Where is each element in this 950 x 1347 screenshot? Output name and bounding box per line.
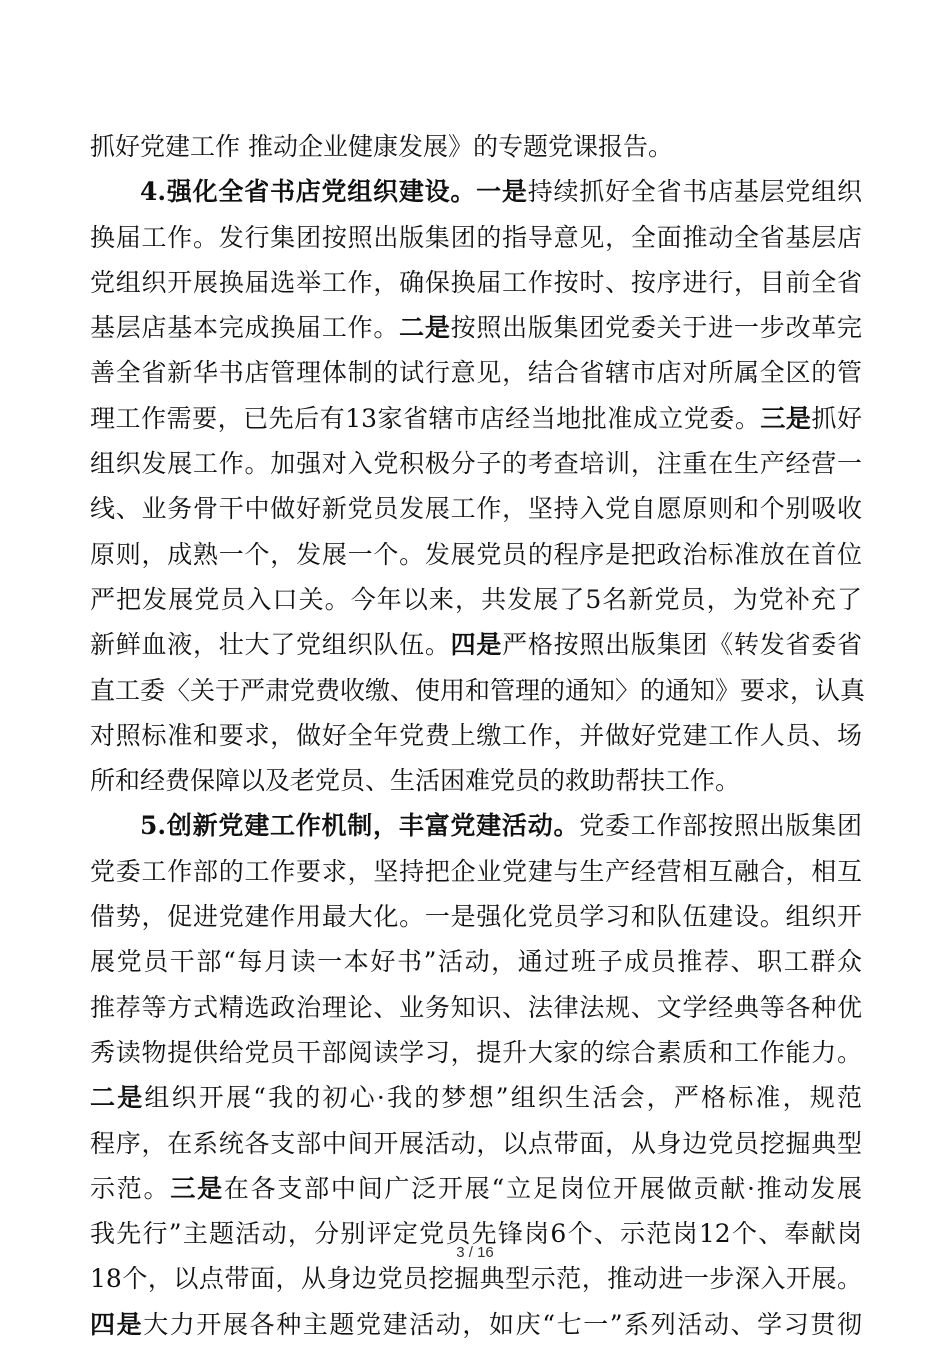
text-segment: 示范。 (90, 1173, 171, 1203)
text-line (90, 622, 862, 667)
text-line (90, 441, 862, 486)
text-segment: 大力开展各种主题党建活动，如庆“七一”系列活动、学习贯彻 (143, 1309, 862, 1339)
text-segment: 严格按照出版集团《转发省委省 (502, 630, 862, 660)
text-segment: 线、业务骨干中做好新党员发展工作，坚持入党自愿原则和个别吸收 (90, 494, 862, 524)
text-line (90, 305, 862, 350)
text-segment: 党委工作部按照出版集团 (579, 811, 862, 841)
text-line (90, 577, 862, 622)
text-line (90, 1075, 862, 1120)
text-segment: 秀读物提供给党员干部阅读学习，提升大家的综合素质和工作能力。 (90, 1037, 862, 1067)
text-segment: 对照标准和要求，做好全年党费上缴工作，并做好党建工作人员、场 (90, 720, 862, 750)
bold-text-segment: 4.强化全省书店党组织建设。 (140, 177, 477, 207)
text-line (90, 668, 866, 713)
text-line (90, 894, 862, 939)
text-line (90, 215, 862, 260)
text-segment: 组织发展工作。加强对入党积极分子的考查培训，注重在生产经营一 (90, 449, 862, 479)
text-segment: 新鲜血液，壮大了党组织队伍。 (90, 630, 451, 660)
text-line (90, 713, 862, 758)
text-line (90, 124, 862, 169)
bold-text-segment: 三是 (760, 403, 812, 433)
text-line (90, 1256, 862, 1301)
text-segment: 推荐等方式精选政治理论、业务知识、法律法规、文学经典等各种优 (90, 992, 862, 1022)
text-segment: 党委工作部的工作要求，坚持把企业党建与生产经营相互融合，相互 (90, 856, 862, 886)
text-segment: 抓好党建工作 推动企业健康发展》的专题党课报告。 (90, 132, 673, 161)
text-line (90, 169, 862, 214)
text-segment: 18个，以点带面，从身边党员挖掘典型示范，推动进一步深入开展。 (90, 1264, 862, 1294)
bold-text-segment: 5.创新党建工作机制，丰富党建活动。 (140, 811, 580, 841)
text-line (90, 1121, 862, 1166)
text-segment: 按照出版集团党委关于进一步改革完 (450, 313, 862, 343)
bold-text-segment: 三是 (170, 1173, 224, 1203)
text-line (90, 532, 862, 577)
text-line (90, 1166, 862, 1211)
text-segment: 借势，促进党建作用最大化。一是强化党员学习和队伍建设。组织开 (90, 902, 862, 932)
text-line (90, 260, 862, 305)
text-segment: 展党员干部“每月读一本好书”活动，通过班子成员推荐、职工群众 (90, 947, 862, 977)
text-line (90, 350, 862, 395)
text-segment: 我先行”主题活动，分别评定党员先锋岗6个、示范岗12个、奉献岗 (90, 1219, 862, 1249)
text-line (90, 939, 862, 984)
bold-text-segment: 四是 (450, 630, 503, 660)
text-line (90, 849, 862, 894)
page-number: 3 / 16 (456, 1244, 494, 1261)
text-segment: 善全省新华书店管理体制的试行意见，结合省辖市店对所属全区的管 (90, 358, 862, 388)
text-segment: 党组织开展换届选举工作，确保换届工作按时、按序进行，目前全省 (90, 267, 862, 297)
text-segment: 直工委〈关于严肃党费收缴、使用和管理的通知〉的通知》要求，认真 (90, 675, 866, 705)
text-segment: 抓好 (811, 403, 862, 433)
text-segment: 原则，成熟一个，发展一个。发展党员的程序是把政治标准放在首位 (90, 539, 862, 569)
text-segment: 组织开展“我的初心·我的梦想”组织生活会，严格标准，规范 (144, 1083, 862, 1113)
text-line (90, 1302, 862, 1347)
text-line (90, 1030, 862, 1075)
text-segment: 持续抓好全省书店基层党组织 (527, 177, 862, 207)
bold-text-segment: 四是 (90, 1309, 144, 1339)
bold-text-segment: 一是 (476, 177, 528, 207)
text-line (90, 396, 862, 441)
text-line (90, 486, 862, 531)
text-segment: 在各支部中间广泛开展“立足岗位开展做贡献·推动发展 (223, 1173, 862, 1203)
text-segment: 严把发展党员入口关。今年以来，共发展了5名新党员，为党补充了 (90, 584, 862, 614)
text-line (90, 803, 862, 848)
text-segment: 所和经费保障以及老党员、生活困难党员的救助帮扶工作。 (90, 766, 741, 796)
bold-text-segment: 二是 (90, 1083, 145, 1113)
document-body (90, 124, 866, 1347)
text-segment: 程序，在系统各支部中间开展活动，以点带面，从身边党员挖掘典型 (90, 1128, 862, 1158)
text-segment: 基层店基本完成换届工作。 (90, 313, 400, 343)
text-line (90, 985, 862, 1030)
bold-text-segment: 二是 (399, 313, 451, 343)
text-segment: 理工作需要，已先后有13家省辖市店经当地批准成立党委。 (90, 403, 761, 433)
text-segment: 换届工作。发行集团按照出版集团的指导意见，全面推动全省基层店 (90, 222, 862, 252)
text-line (90, 758, 862, 803)
